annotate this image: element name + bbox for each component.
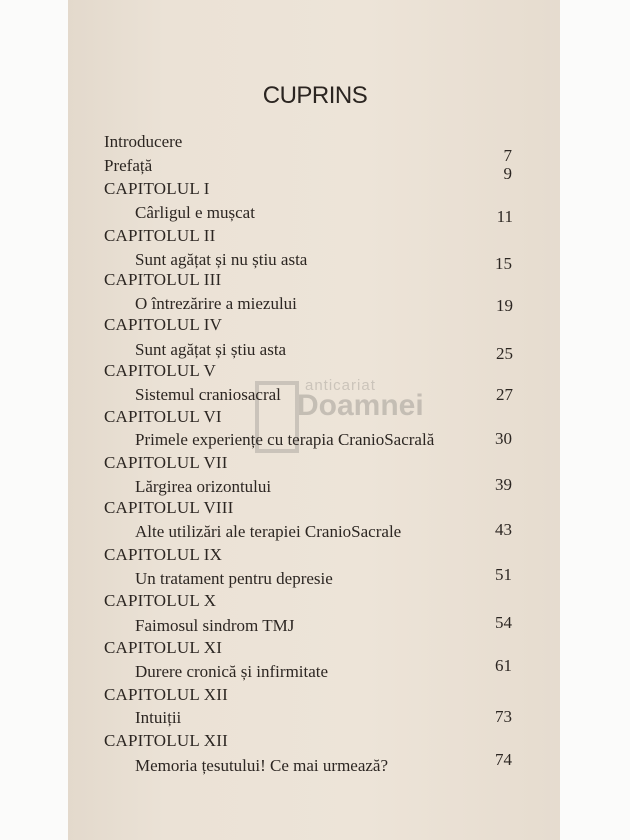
watermark-text-top: anticariat [305, 377, 376, 394]
toc-page-number: 11 [496, 207, 513, 226]
toc-entry-title: Memoria țesutului! Ce mai urmează? [135, 756, 389, 775]
toc-chapter-label: CAPITOLUL IV [104, 315, 223, 334]
watermark-text-main: Doamnei [297, 389, 424, 422]
toc-page-number: 7 [503, 146, 512, 165]
toc-entry-title: Faimosul sindrom TMJ [135, 616, 295, 635]
toc-entry-title: Introducere [104, 132, 183, 151]
toc-chapter-heading [0, 636, 630, 660]
toc-chapter-heading [0, 359, 630, 383]
toc-page-number: 19 [496, 296, 513, 315]
toc-entry [0, 383, 630, 407]
toc-chapter-label: CAPITOLUL X [104, 591, 217, 610]
toc-page-number: 54 [495, 613, 512, 632]
toc-entry [0, 520, 630, 544]
toc-entry-title: Sunt agățat și nu știu asta [135, 250, 308, 269]
toc-chapter-heading [0, 451, 630, 475]
toc-chapter-heading [0, 496, 630, 520]
toc-chapter-heading [0, 405, 630, 429]
toc-chapter-heading [0, 268, 630, 292]
toc-entry-title: Cârligul e mușcat [135, 203, 255, 222]
toc-entry-title: Sistemul craniosacral [135, 385, 281, 404]
toc-entry-title: Intuiții [135, 708, 182, 727]
toc-entry-title: Lărgirea orizontului [135, 477, 272, 496]
toc-page-number: 61 [495, 656, 512, 675]
toc-page-number: 39 [495, 475, 512, 494]
toc-chapter-heading [0, 177, 630, 201]
toc-chapter-label: CAPITOLUL II [104, 226, 216, 245]
toc-entry [0, 428, 630, 452]
toc-entry [0, 614, 630, 638]
toc-entry-title: Sunt agățat și știu asta [135, 340, 287, 359]
page-title: CUPRINS [262, 82, 368, 109]
toc-chapter-label: CAPITOLUL VIII [104, 498, 234, 517]
toc-chapter-heading [0, 224, 630, 248]
toc-chapter-label: CAPITOLUL XII [104, 685, 228, 704]
toc-page-number: 9 [503, 164, 512, 183]
toc-chapter-label: CAPITOLUL VI [104, 407, 222, 426]
toc-chapter-label: CAPITOLUL XI [104, 638, 223, 657]
toc-chapter-label: CAPITOLUL I [104, 179, 210, 198]
toc-entry [0, 706, 630, 730]
toc-chapter-heading [0, 729, 630, 753]
toc-entry-title: Alte utilizări ale terapiei CranioSacrale [135, 522, 402, 541]
toc-page-number: 51 [495, 565, 512, 584]
toc-chapter-heading [0, 313, 630, 337]
toc-page-number: 27 [496, 385, 513, 404]
toc-entry-title: Primele experiențe cu terapia CranioSacrală [135, 430, 435, 449]
toc-chapter-label: CAPITOLUL VII [104, 453, 228, 472]
toc-chapter-label: CAPITOLUL IX [104, 545, 223, 564]
toc-entry [0, 201, 630, 225]
toc-page-number: 25 [496, 344, 513, 363]
toc-chapter-label: CAPITOLUL V [104, 361, 216, 380]
toc-entry [0, 750, 630, 778]
toc-entry-title: Un tratament pentru depresie [135, 569, 333, 588]
toc-entry [0, 567, 630, 591]
toc-page-number: 15 [495, 254, 512, 273]
toc-page-number: 30 [495, 429, 512, 448]
toc-page-number: 73 [495, 707, 512, 726]
toc-entry-title: Prefață [104, 156, 153, 175]
toc-chapter-heading [0, 543, 630, 567]
toc-entry-title: O întrezărire a miezului [135, 294, 297, 313]
toc-entry-preface [0, 154, 630, 183]
toc-chapter-heading [0, 683, 630, 707]
toc-entry-introduction [0, 130, 630, 165]
toc-page-number: 43 [495, 520, 512, 539]
toc-chapter-heading [0, 589, 630, 613]
toc-page-number: 74 [495, 750, 512, 769]
toc-entry [0, 656, 630, 684]
toc-chapter-label: CAPITOLUL XII [104, 731, 228, 750]
toc-chapter-label: CAPITOLUL III [104, 270, 222, 289]
toc-entry-title: Durere cronică și infirmitate [135, 662, 329, 681]
